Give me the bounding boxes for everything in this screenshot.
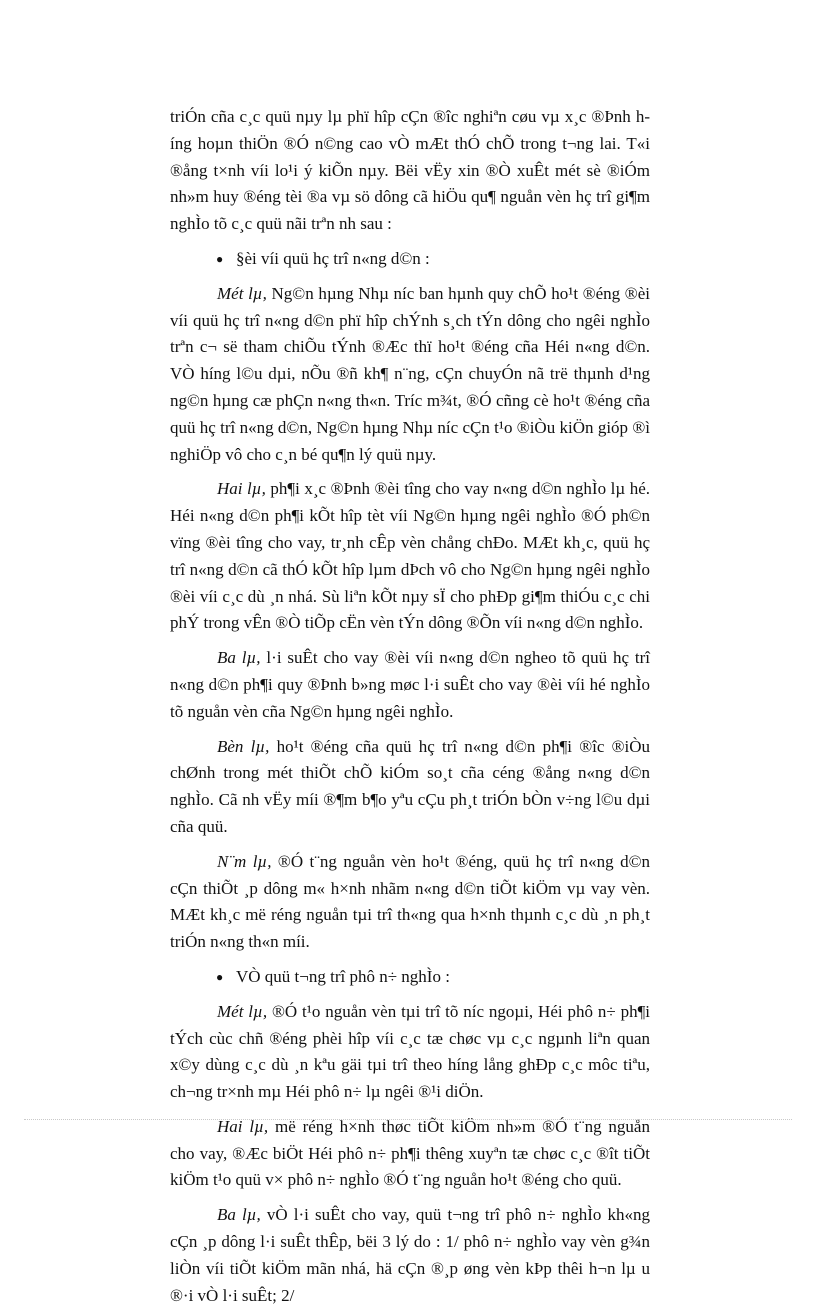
paragraph-text: ph¶i x¸c ®Þnh ®èi tîng cho vay n«ng d©n nghÌo lµ hé. Héi n«ng d©n ph¶i kÕt hîp tèt víi Ng©n hµng ngêi nghÌo ®Ó ph©n vïng ®èi tîng cho vay, tr¸nh cÊp vèn chång chÐo. MÆt kh¸c, quü hç trî n«ng d©n cã thÓ kÕt hîp lµm dÞch vô cho Ng©n hµng ngêi nghÌo ®èi víi c¸c dù ¸n nhá. Sù liªn kÕt nµy sÏ cho phÐp gi¶m thiÓu c¸c chi phÝ trong vÊn ®Ò tiÕp cËn vèn tÝn dông ®Õn víi n«ng d©n nghÌo. <box>170 479 650 633</box>
paragraph-women-2 <box>170 1114 650 1194</box>
paragraph-lead: Mét lµ, <box>217 283 267 303</box>
body-text <box>170 104 650 1309</box>
paragraph-farmers-5 <box>170 849 650 956</box>
paragraph-lead: Hai lµ, <box>217 479 266 499</box>
intro-paragraph: triÓn cña c¸c quü nµy lµ phï hîp cÇn ®îc nghiªn cøu vµ x¸c ®Þnh híng hoµn thiÖn ®Ó n©ng cao vÒ mÆt thÓ chÕ trong t¬ng lai. T«i ®ång t×nh víi lo¹i ý kiÕn nµy. Bëi vËy xin ®Ò xuÊt mét sè ®iÓm nh»m huy ®éng tèi ®a vµ sö dông cã hiÖu qu¶ nguån vèn hç trî gi¶m nghÌo tõ c¸c quü nãi trªn nh sau : <box>170 107 650 234</box>
paragraph-text: ®Ó t¹o nguån vèn tµi trî tõ níc ngoµi, Héi phô n÷ ph¶i tÝch cùc chñ ®éng phèi hîp víi c¸c tæ chøc vµ c¸c ngµnh liªn quan x©y dùng c¸c dù ¸n kªu gäi tµi trî theo híng lång ghÐp c¸c môc tiªu, ch¬ng tr×nh mµ Héi phô n÷ lµ ngêi ®¹i diÖn. <box>170 1001 650 1102</box>
bullet-dot-icon: ● <box>216 969 224 984</box>
paragraph-women-3 <box>170 1202 650 1309</box>
paragraph-farmers-2 <box>170 476 650 637</box>
bullet-label: VÒ quü t¬ng trî phô n÷ nghÌo : <box>236 966 450 986</box>
paragraph-farmers-1 <box>170 281 650 469</box>
paragraph-lead: Ba lµ, <box>217 1205 261 1225</box>
paragraph-farmers-3 <box>170 645 650 725</box>
bullet-farmers-fund <box>170 246 650 273</box>
paragraph-text: ho¹t ®éng cña quü hç trî n«ng d©n ph¶i ®îc ®iÒu chØnh trong mét thiÕt chÕ kiÓm so¸t cña céng ®ång n«ng d©n nghÌo. Cã nh vËy míi ®¶m b¶o yªu cÇu ph¸t triÓn bÒn v÷ng l©u dµi cña quü. <box>170 736 651 836</box>
bullet-women-fund <box>170 964 650 991</box>
paragraph-text: vÒ l·i suÊt cho vay, quü t¬ng trî phô n÷ nghÌo kh«ng cÇn ¸p dông l·i suÊt thÊp, bëi 3 lý do : 1/ phô n÷ nghÌo vay vèn g¾n liÒn víi tiÕt kiÖm mãn nhá, hä cÇn ®¸p øng vèn kÞp thêi h¬n lµ u ®·i vÒ l·i suÊt; 2/ <box>170 1205 650 1305</box>
paragraph-lead: Hai lµ, <box>217 1116 269 1136</box>
paragraph-text: Ng©n hµng Nhµ níc ban hµnh quy chÕ ho¹t ®éng ®èi víi quü hç trî n«ng d©n phï hîp chÝnh s¸ch tÝn dông cho ngêi nghÌo trªn c¬ së tham chiÕu tÝnh ®Æc thï ho¹t ®éng cña Héi n«ng d©n. VÒ híng l©u dµi, nÕu ®ñ kh¶ n¨ng, cÇn chuyÓn nã trë thµnh d¹ng ng©n hµng cæ phÇn n«ng th«n. Tríc m¾t, ®Ó cñng cè ho¹t ®éng cña quü hç trî n«ng d©n, Ng©n hµng Nhµ níc cÇn t¹o ®iÒu kiÖn gióp ®ì nghiÖp vô cho c¸n bé qu¶n lý quü nµy. <box>170 283 650 464</box>
paragraph-farmers-4 <box>170 734 650 841</box>
paragraph-lead: Mét lµ, <box>217 1001 268 1021</box>
paragraph-lead: Ba lµ, <box>217 648 261 668</box>
paragraph-text: l·i suÊt cho vay ®èi víi n«ng d©n ngheo tõ quü hç trî n«ng d©n ph¶i quy ®Þnh b»ng møc l·i suÊt cho vay ®èi víi hé nghÌo tõ nguån vèn cña Ng©n hµng ngêi nghÌo. <box>170 648 651 721</box>
paragraph-text: më réng h×nh thøc tiÕt kiÖm nh»m ®Ó t¨ng nguån cho vay, ®Æc biÖt Héi phô n÷ ph¶i thêng xuyªn tæ chøc c¸c ®ît tiÕt kiÖm t¹o quü v× phô n÷ nghÌo ®Ó t¨ng nguån ho¹t ®éng cho quü. <box>170 1116 650 1190</box>
paragraph-lead: N¨m lµ, <box>217 851 272 871</box>
bullet-label: §èi víi quü hç trî n«ng d©n : <box>236 248 430 268</box>
page-bottom-divider <box>24 1119 792 1120</box>
paragraph-lead: Bèn lµ, <box>217 736 270 756</box>
paragraph-women-1 <box>170 999 650 1106</box>
bullet-dot-icon: ● <box>216 251 224 266</box>
paragraph-text: ®Ó t¨ng nguån vèn ho¹t ®éng, quü hç trî n«ng d©n cÇn thiÕt ¸p dông m« h×nh nhãm n«ng d©n tiÕt kiÖm vµ vay vèn. MÆt kh¸c më réng nguån tµi trî th«ng qua h×nh thµnh c¸c dù ¸n ph¸t triÓn n«ng th«n míi. <box>170 851 650 952</box>
